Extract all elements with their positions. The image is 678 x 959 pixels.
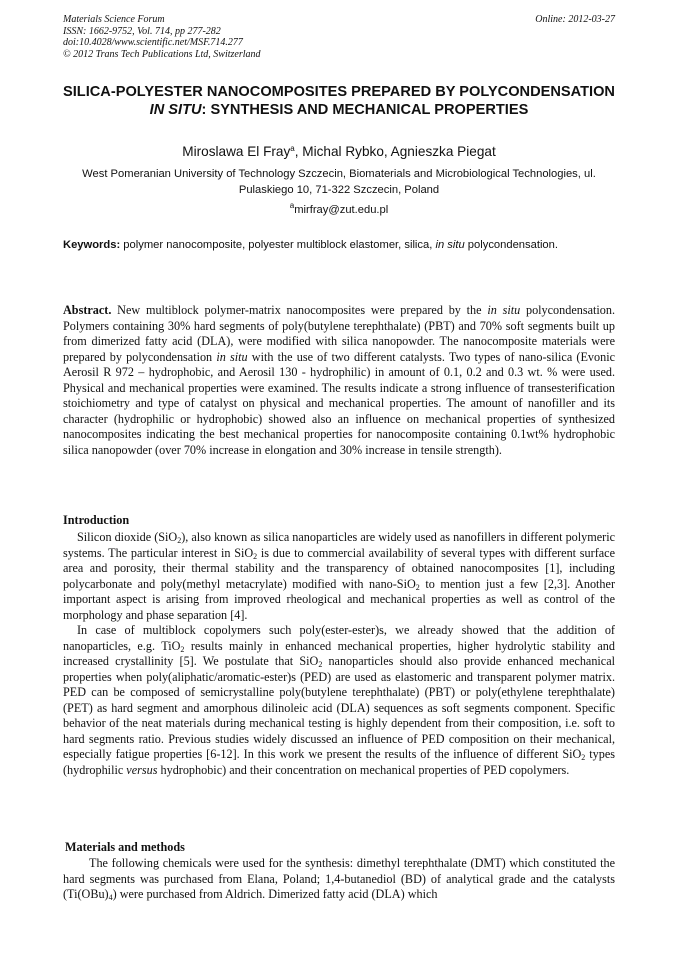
keywords-label: Keywords: xyxy=(63,239,121,251)
methods-heading: Materials and methods xyxy=(65,840,185,854)
journal-issn: ISSN: 1662-9752, Vol. 714, pp 277-282 xyxy=(63,25,221,37)
keywords xyxy=(63,238,615,253)
abstract-italic: in situ xyxy=(487,303,521,317)
journal-header xyxy=(63,14,615,60)
introduction-heading: Introduction xyxy=(63,513,130,527)
corresponding-email xyxy=(63,203,615,218)
abstract xyxy=(63,303,615,458)
intro-paragraph-2: In case of multiblock copolymers such poly(ester-ester)s, we already showed that the addition of nanoparticles, e.g. TiO$_2$ results mainly in enhanced mechanical properties, higher hydrolytic stability and increased crystallinity [5]. We postulate that SiO$_2$ nanoparticles should also provide enhanced mechanical properties when poly(aliphatic/aromatic-ester)s (PED) are used as elastomeric and transparent polymer matrix. PED can be composed of semicrystalline poly(butylene terephthalate) (PBT) or poly(ethylene terephthalate) (PET) as hard segment and amorphous dilinoleic acid (DLA) sequences as soft segments component. Specific behavior of the neat materials during mechanical testing is highly dependent from their composition, i.e. soft to hard segments ratio. Previous studies widely discussed an influence of PED composition on their mechanical, especially fatigue properties [6-12]. In this work we present the results of the influence of different SiO$_2$ types (hydrophilic versus hydrophobic) and their concentration on mechanical properties of PED copolymers. xyxy=(63,623,616,777)
email-address: mirfray@zut.edu.pl xyxy=(294,204,389,216)
author-1-marker: a xyxy=(290,144,295,153)
journal-doi: doi:10.4028/www.scientific.net/MSF.714.277 xyxy=(63,37,243,48)
methods-body xyxy=(63,856,615,903)
email-marker: a xyxy=(289,201,295,210)
abstract-text: New multiblock polymer-matrix nanocomposites were prepared by the xyxy=(111,303,488,317)
paper-title xyxy=(63,83,615,120)
journal-copyright: © 2012 Trans Tech Publications Ltd, Switzerland xyxy=(63,48,261,60)
methods-paragraph-1: The following chemicals were used for the synthesis: dimethyl terephthalate (DMT) which constituted the hard segments was purchased from Elana, Poland; 1,4-butanediol (BD) of analytical grade and the catalysts $(Ti(OBu)_4)$ were purchased from Aldrich. Dimerized fatty acid (DLA) which xyxy=(63,856,615,902)
title-part2: : SYNTHESIS AND MECHANICAL PROPERTIES xyxy=(201,102,529,119)
author-1: Miroslawa El Fray xyxy=(182,144,291,159)
introduction-body xyxy=(63,530,615,778)
affiliation: West Pomeranian University of Technology Szczecin, Biomaterials and Microbiological Technologies, ul. Pulaskiego 10, 71-322 Szczecin, Poland xyxy=(82,168,596,196)
title-part1: SILICA-POLYESTER NANOCOMPOSITES PREPARED BY POLYCONDENSATION xyxy=(63,84,615,100)
other-authors: , Michal Rybko, Agnieszka Piegat xyxy=(294,144,496,159)
online-date: Online: 2012-03-27 xyxy=(535,14,615,25)
author-list xyxy=(63,143,615,161)
keywords-italic: in situ xyxy=(435,239,465,251)
abstract-label: Abstract. xyxy=(63,303,112,317)
abstract-italic: in situ xyxy=(216,349,248,364)
intro-paragraph-1: Silicon dioxide (SiO$_2$), also known as silica nanoparticles are widely used as nanofillers in different polymeric systems. The particular interest in SiO$_2$ is due to commercial availability of several types with different surface area and porosity, their thermal stability and the transparency of obtained nanocomposites [1], including polycarbonate and poly(methyl metacrylate) modified with nano-SiO$_2$ to mention just a few [2,3]. Another important aspect is arising from improved rheological and mechanical properties as well as control of the morphology and phase separation [4]. xyxy=(63,530,615,622)
abstract-text: polycondensation. Polymers containing 30% hard segments of poly(butylene terephthalate) (PBT) and 70% soft segments built up from dimerized fatty acid (DLA), were modified with silica nanopowder. The nanocomposite materials were prepared by polycondensation xyxy=(63,303,615,364)
journal-name: Materials Science Forum xyxy=(63,14,165,25)
title-italic: IN SITU xyxy=(149,102,202,119)
abstract-text: with the use of two different catalysts. Two types of nano-silica (Evonic Aerosil R 972 – hydrophobic, and Aerosil 130 - hydrophilic) in amount of 0.1, 0.2 and 0.3 wt. % were used. Physical and mechanical properties were examined. The results indicate a strong influence of transesterification stoichiometry and type of catalyst on physical and mechanical properties. The amount of nanofiller and its character (hydrophilic or hydrophobic) showed also an influence on mechanical properties of synthesized nanocomposites indicating the best mechanical properties for nanocomposite containing 0.1wt% hydrophobic silica nanopowder (over 70% increase in elongation and 30% increase in tensile strength). xyxy=(63,349,615,457)
keywords-text-end: polycondensation. xyxy=(464,239,558,251)
keywords-text: polymer nanocomposite, polyester multiblock elastomer, silica, xyxy=(120,239,436,251)
